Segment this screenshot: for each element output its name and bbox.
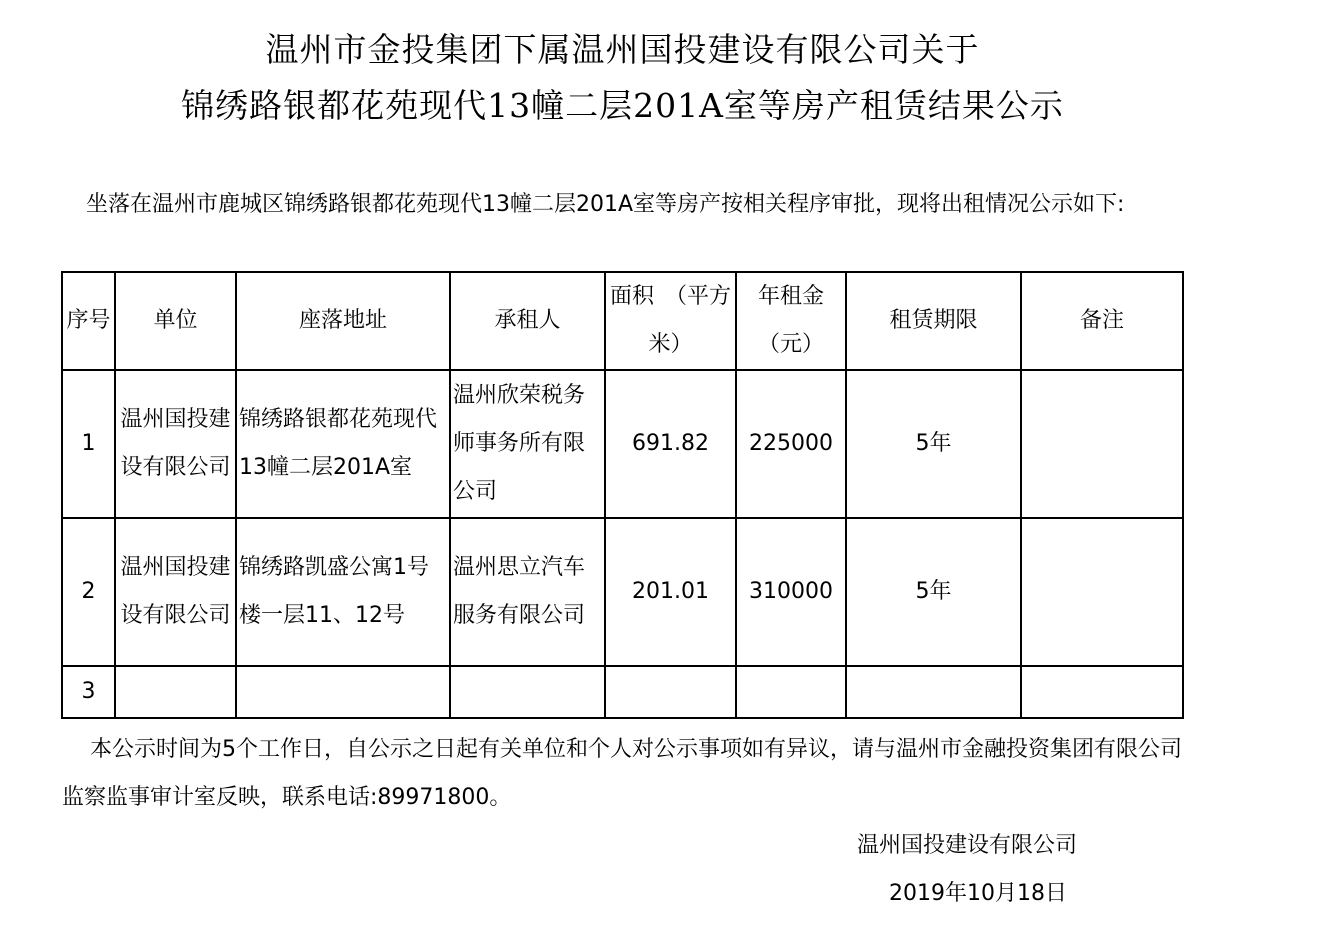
table-row [62,370,1183,518]
cell-rent [736,666,846,718]
table-header-row [62,272,1183,370]
cell-area: 201.01 [605,518,736,666]
header-remark: 备注 [1021,272,1183,370]
document-title-line-1: 温州市金投集团下属温州国投建设有限公司关于 [265,30,980,69]
cell-seq: 2 [62,518,115,666]
notice-paragraph: 本公示时间为5个工作日，自公示之日起有关单位和个人对公示事项如有异议，请与温州市金融投资集团有限公司监察监事审计室反映，联系电话:89971800。 [62,737,1183,810]
cell-lessee: 温州欣荣税务师事务所有限公司 [450,370,605,518]
cell-area [605,666,736,718]
header-rent: 年租金（元） [736,272,846,370]
cell-unit: 温州国投建设有限公司 [115,518,236,666]
intro-paragraph: 坐落在温州市鹿城区锦绣路银都花苑现代13幢二层201A室等房产按相关程序审批，现将出租情况公示如下: [86,192,1125,217]
table-row [62,666,1183,718]
signature-company: 温州国投建设有限公司 [857,833,1078,858]
cell-area: 691.82 [605,370,736,518]
cell-rent: 225000 [736,370,846,518]
cell-address: 锦绣路银都花苑现代13幢二层201A室 [236,370,450,518]
header-area: 面积 （平方米） [605,272,736,370]
cell-remark [1021,666,1183,718]
header-term: 租赁期限 [846,272,1021,370]
cell-term [846,666,1021,718]
header-unit: 单位 [115,272,236,370]
header-lessee: 承租人 [450,272,605,370]
lease-results-table [61,271,1184,719]
cell-unit [115,666,236,718]
cell-remark [1021,518,1183,666]
cell-term: 5年 [846,370,1021,518]
header-seq: 序号 [62,272,115,370]
header-address: 座落地址 [236,272,450,370]
cell-address [236,666,450,718]
cell-lessee [450,666,605,718]
cell-seq: 3 [62,666,115,718]
signature-date: 2019年10月18日 [889,881,1067,906]
cell-unit: 温州国投建设有限公司 [115,370,236,518]
cell-lessee: 温州思立汽车服务有限公司 [450,518,605,666]
cell-rent: 310000 [736,518,846,666]
cell-term: 5年 [846,518,1021,666]
cell-seq: 1 [62,370,115,518]
cell-address: 锦绣路凯盛公寓1号楼一层11、12号 [236,518,450,666]
cell-remark [1021,370,1183,518]
document-title-line-2: 锦绣路银都花苑现代13幢二层201A室等房产租赁结果公示 [181,86,1064,125]
table-row [62,518,1183,666]
